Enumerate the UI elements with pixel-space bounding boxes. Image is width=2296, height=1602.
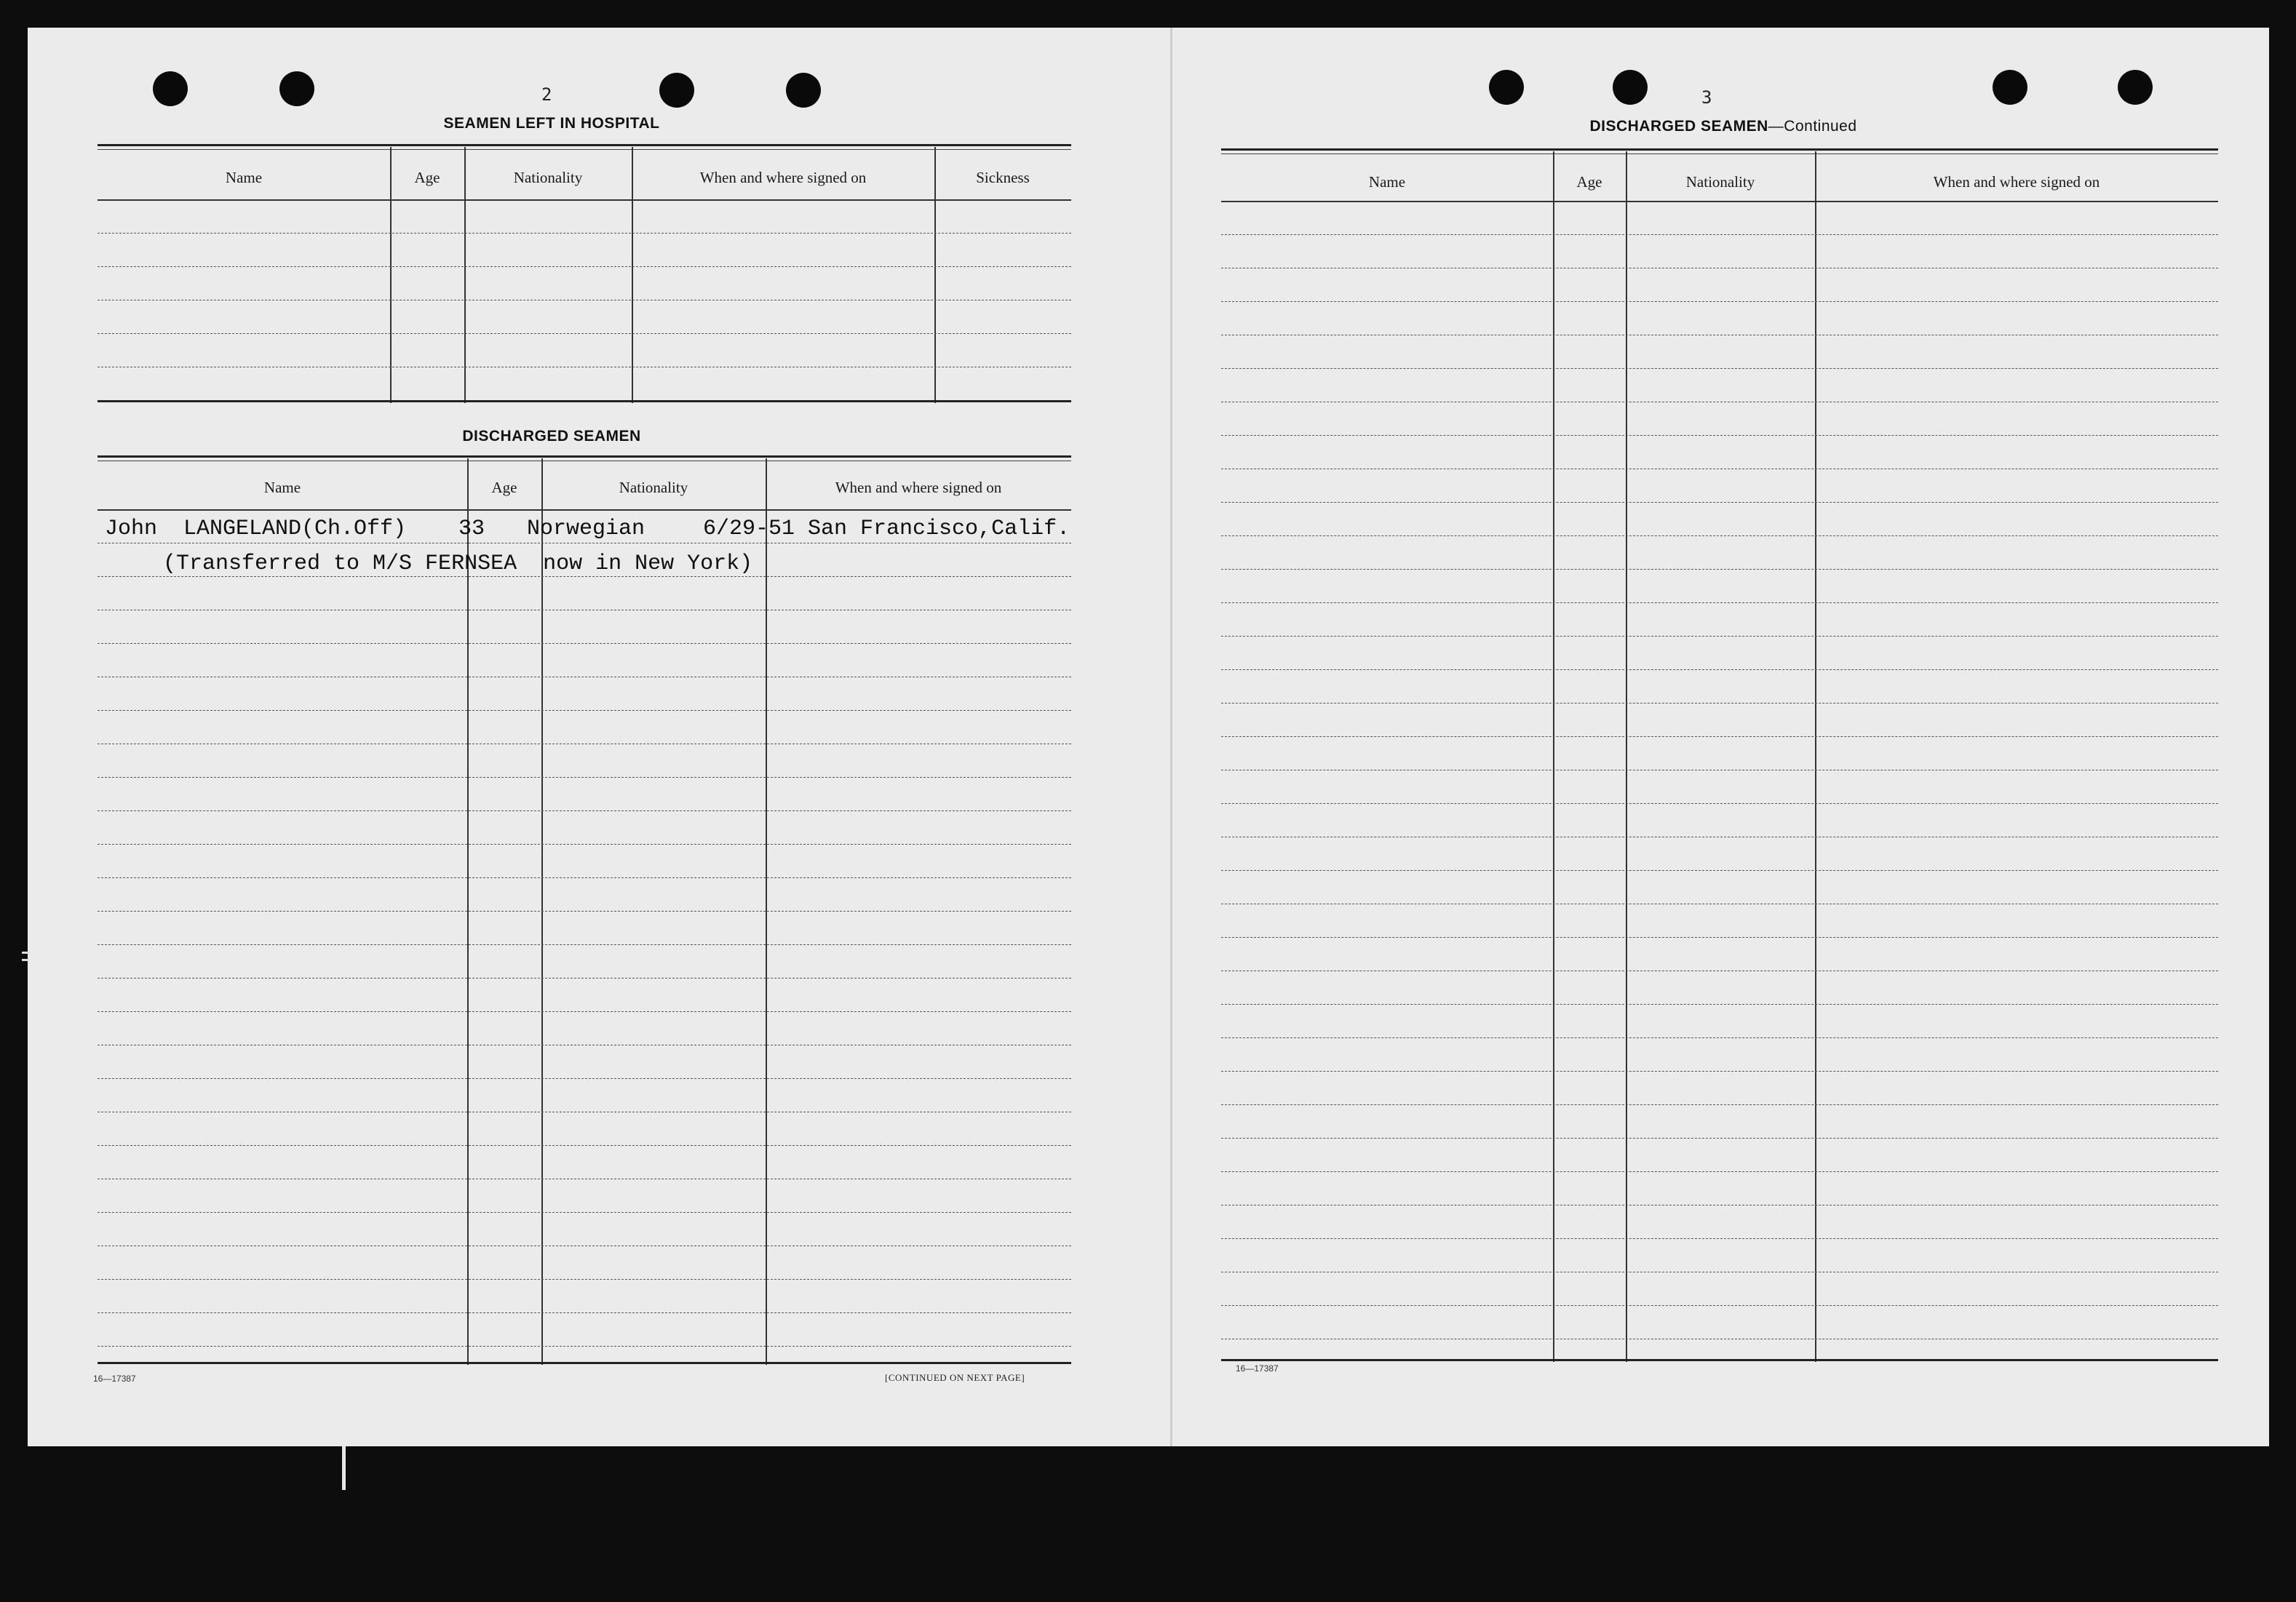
left-form-code: 16—17387 xyxy=(93,1374,136,1384)
discharged-table xyxy=(98,455,1071,1394)
table-top-rule xyxy=(1221,148,2218,154)
discharged-continued-title xyxy=(1512,118,1934,135)
table-row-line xyxy=(98,1145,1071,1146)
table-top-rule xyxy=(98,455,1071,461)
column-divider xyxy=(541,458,543,1365)
seaman-signed-on: 6/29-51 San Francisco,Calif. xyxy=(703,517,1070,541)
col-header-age: Age xyxy=(491,479,517,496)
table-row-line xyxy=(98,266,1071,267)
column-divider xyxy=(1626,151,1627,1362)
punch-hole xyxy=(279,71,314,106)
table-row-line xyxy=(98,911,1071,912)
table-bottom-rule xyxy=(1221,1359,2218,1361)
table-row-line xyxy=(98,810,1071,811)
table-row-line xyxy=(1221,636,2218,637)
table-row-line xyxy=(98,333,1071,334)
col-header-age: Age xyxy=(1576,173,1602,191)
punch-hole xyxy=(1613,70,1648,105)
table-row-line xyxy=(98,710,1071,711)
table-row-line xyxy=(98,877,1071,878)
table-row-line xyxy=(1221,1171,2218,1172)
col-header-age: Age xyxy=(414,169,440,186)
scan-edge-mark xyxy=(342,1446,346,1490)
table-row-line xyxy=(1221,1305,2218,1306)
table-row-line xyxy=(1221,535,2218,536)
header-underline xyxy=(98,509,1071,511)
table-row-line xyxy=(98,1312,1071,1313)
continued-suffix: —Continued xyxy=(1768,118,1857,135)
table-row-line xyxy=(1221,234,2218,235)
table-row-line xyxy=(1221,301,2218,302)
hospital-section-title: SEAMEN LEFT IN HOSPITAL xyxy=(443,115,660,132)
table-row-line xyxy=(1221,669,2218,670)
punch-hole xyxy=(786,73,821,108)
table-row-line xyxy=(1221,602,2218,603)
col-header-name: Name xyxy=(263,479,301,496)
col-header-signed-on: When and where signed on xyxy=(699,169,867,186)
table-row-line xyxy=(98,1346,1071,1347)
table-row-line xyxy=(1221,368,2218,369)
col-header-signed-on: When and where signed on xyxy=(1933,173,2100,191)
table-row-line xyxy=(1221,870,2218,871)
seaman-age: 33 xyxy=(458,517,485,541)
column-divider xyxy=(467,458,469,1365)
scan-edge-mark xyxy=(22,952,29,954)
right-form-code: 16—17387 xyxy=(1236,1363,1279,1374)
table-row-line xyxy=(98,844,1071,845)
scan-edge-mark xyxy=(22,959,29,961)
table-row-line xyxy=(1221,1104,2218,1105)
col-header-name: Name xyxy=(225,169,263,186)
table-row-line xyxy=(98,576,1071,577)
table-row-line xyxy=(1221,1205,2218,1206)
table-row-line xyxy=(1221,803,2218,804)
table-bottom-rule xyxy=(98,1362,1071,1364)
table-row-line xyxy=(1221,703,2218,704)
document-spread xyxy=(28,28,2269,1446)
col-header-sickness: Sickness xyxy=(976,169,1030,186)
table-row-line xyxy=(1221,937,2218,938)
header-underline xyxy=(1221,201,2218,202)
punch-hole xyxy=(659,73,694,108)
table-bottom-rule xyxy=(98,400,1071,402)
col-header-nationality: Nationality xyxy=(1685,173,1755,191)
table-row-line xyxy=(1221,569,2218,570)
table-row-line xyxy=(98,233,1071,234)
table-row-line xyxy=(98,1279,1071,1280)
hospital-table xyxy=(98,144,1071,435)
seaman-name: John LANGELAND(Ch.Off) xyxy=(105,517,407,541)
col-header-name: Name xyxy=(1368,173,1406,191)
header-underline xyxy=(98,199,1071,201)
table-row-line xyxy=(1221,736,2218,737)
punch-hole xyxy=(1993,70,2027,105)
right-page-number: 3 xyxy=(1701,87,1712,108)
punch-hole xyxy=(153,71,188,106)
column-divider xyxy=(766,458,767,1365)
column-divider xyxy=(1553,151,1554,1362)
table-row-line xyxy=(1221,1071,2218,1072)
table-row-line xyxy=(98,1212,1071,1213)
table-row-line xyxy=(1221,1004,2218,1005)
table-row-line xyxy=(98,1078,1071,1079)
table-row-line xyxy=(98,944,1071,945)
page-divider xyxy=(1170,28,1172,1446)
table-row-line xyxy=(1221,435,2218,436)
continued-note: [CONTINUED ON NEXT PAGE] xyxy=(885,1372,1025,1383)
table-row-line xyxy=(98,1011,1071,1012)
seaman-transfer-note: (Transferred to M/S FERNSEA now in New York) xyxy=(163,551,753,576)
left-page-number: 2 xyxy=(541,84,552,105)
table-top-rule xyxy=(98,144,1071,150)
col-header-nationality: Nationality xyxy=(619,479,688,496)
table-row-line xyxy=(98,978,1071,979)
seaman-nationality: Norwegian xyxy=(527,517,645,541)
table-row-line xyxy=(1221,502,2218,503)
discharged-title-text: DISCHARGED SEAMEN xyxy=(1589,118,1768,135)
discharged-continued-table xyxy=(1221,148,2218,1392)
column-divider xyxy=(1815,151,1816,1362)
table-row-line xyxy=(98,777,1071,778)
table-row-line xyxy=(1221,1138,2218,1139)
table-row-line xyxy=(1221,1037,2218,1038)
punch-hole xyxy=(1489,70,1524,105)
table-row-line xyxy=(1221,1238,2218,1239)
col-header-nationality: Nationality xyxy=(513,169,583,186)
table-row-line xyxy=(98,643,1071,644)
discharged-section-title: DISCHARGED SEAMEN xyxy=(462,428,641,445)
col-header-signed-on: When and where signed on xyxy=(835,479,1002,496)
punch-hole xyxy=(2118,70,2153,105)
